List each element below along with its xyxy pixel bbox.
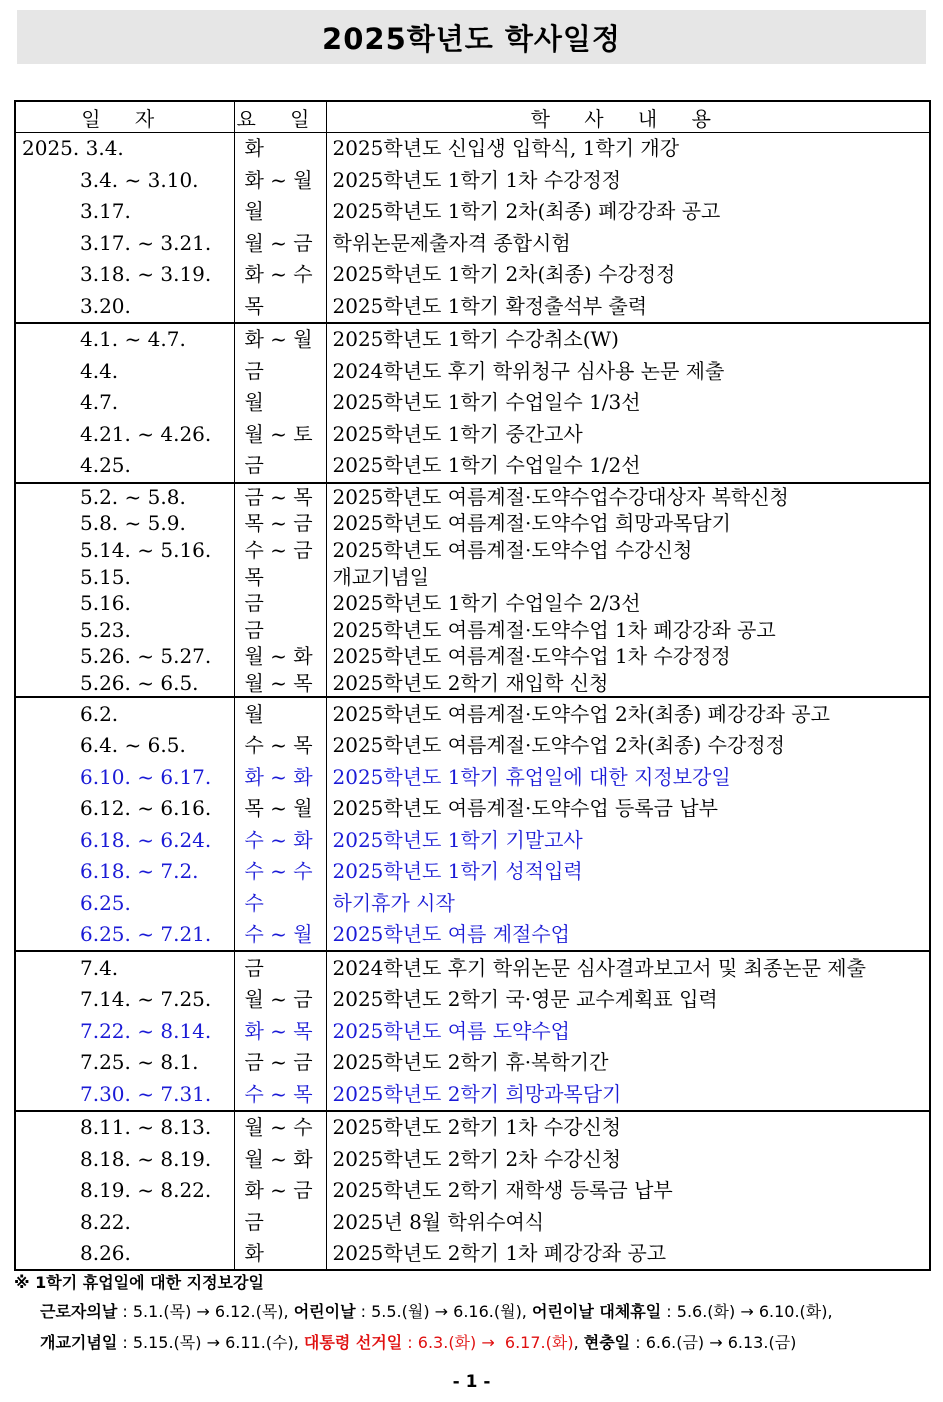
date-cell: 2025. 3.4. xyxy=(15,133,234,165)
schedule-body xyxy=(15,133,930,1271)
header-date: 일 자 xyxy=(15,101,234,133)
event-cell: 2025학년도 1학기 1차 수강정정 xyxy=(332,167,622,192)
day-cell: 월 xyxy=(234,387,326,419)
day-cell: 목 xyxy=(234,563,326,590)
event-cell: 2025학년도 1학기 기말고사 xyxy=(332,827,583,852)
note-segment xyxy=(574,1333,584,1352)
day-cell: 수 ~ 수 xyxy=(234,856,326,888)
day-cell: 수 ~ 목 xyxy=(234,730,326,762)
event-cell: 2025학년도 2학기 재학생 등록금 납부 xyxy=(332,1178,673,1202)
day-cell: 화 ~ 금 xyxy=(234,1175,326,1207)
table-row xyxy=(15,537,930,564)
event-cell: 2025학년도 여름계절·도약수업 1차 폐강강좌 공고 xyxy=(332,617,776,642)
date-cell: 3.17. ~ 3.21. xyxy=(15,228,234,260)
note-segment xyxy=(40,1333,304,1352)
day-cell: 화 ~ 월 xyxy=(234,323,326,356)
date-cell: 7.4. xyxy=(15,951,234,984)
date-cell: 7.14. ~ 7.25. xyxy=(15,984,234,1016)
date-cell: 3.17. xyxy=(15,196,234,228)
date-cell: 7.22. ~ 8.14. xyxy=(15,1015,234,1047)
date-cell: 5.26. ~ 5.27. xyxy=(15,643,234,670)
note-text: : 6.6.(금) → 6.13.(금) xyxy=(630,1333,797,1352)
table-row xyxy=(15,984,930,1016)
table-row xyxy=(15,483,930,511)
date-cell: 7.25. ~ 8.1. xyxy=(15,1047,234,1079)
table-row xyxy=(15,510,930,537)
event-cell: 2025학년도 1학기 수업일수 1/3선 xyxy=(332,390,641,415)
date-cell: 5.14. ~ 5.16. xyxy=(15,537,234,564)
table-row xyxy=(15,165,930,197)
notes-section xyxy=(14,1270,929,1358)
day-cell: 화 ~ 월 xyxy=(234,165,326,197)
date-cell: 5.26. ~ 6.5. xyxy=(15,670,234,698)
table-row xyxy=(15,356,930,388)
event-cell: 2025학년도 2학기 국·영문 교수계획표 입력 xyxy=(332,987,718,1011)
table-row xyxy=(15,323,930,356)
table-row xyxy=(15,1111,930,1144)
date-cell: 8.18. ~ 8.19. xyxy=(15,1143,234,1175)
day-cell: 화 ~ 수 xyxy=(234,259,326,291)
day-cell: 월 ~ 화 xyxy=(234,1143,326,1175)
day-cell: 금 xyxy=(234,590,326,617)
event-cell: 2025학년도 여름계절·도약수업 1차 수강정정 xyxy=(332,644,731,669)
day-cell: 월 ~ 토 xyxy=(234,419,326,451)
note-label: 어린이날 대체휴일 xyxy=(531,1302,662,1321)
note-segment xyxy=(294,1302,532,1321)
day-cell: 금 xyxy=(234,951,326,984)
table-row xyxy=(15,919,930,952)
event-cell: 2025학년도 1학기 2차(최종) 폐강강좌 공고 xyxy=(332,199,721,224)
day-cell: 화 ~ 목 xyxy=(234,1015,326,1047)
day-cell: 금 xyxy=(234,616,326,643)
day-cell: 금 xyxy=(234,1206,326,1238)
day-cell: 목 ~ 금 xyxy=(234,510,326,537)
day-cell: 월 ~ 수 xyxy=(234,1111,326,1144)
day-cell: 월 ~ 화 xyxy=(234,643,326,670)
table-row xyxy=(15,450,930,483)
day-cell: 수 ~ 금 xyxy=(234,537,326,564)
event-cell: 2025학년도 1학기 수강취소(W) xyxy=(326,323,930,356)
header-row xyxy=(15,101,930,133)
event-cell: 2024학년도 후기 학위청구 심사용 논문 제출 xyxy=(332,358,725,383)
date-cell: 5.15. xyxy=(15,563,234,590)
note-label: 대통령 선거일 xyxy=(303,1333,403,1352)
date-cell: 8.26. xyxy=(15,1238,234,1271)
day-cell: 월 ~ 금 xyxy=(234,228,326,260)
day-cell: 월 xyxy=(234,697,326,730)
notes-line-2 xyxy=(14,1327,929,1358)
event-cell: 학위논문제출자격 종합시험 xyxy=(332,230,571,255)
date-cell: 6.25. ~ 7.21. xyxy=(15,919,234,952)
date-cell: 4.21. ~ 4.26. xyxy=(15,419,234,451)
event-cell: 2025학년도 1학기 2차(최종) 수강정정 xyxy=(332,262,676,287)
event-cell: 하기휴가 시작 xyxy=(332,890,455,915)
note-label: 개교기념일 xyxy=(40,1333,118,1352)
table-row xyxy=(15,697,930,730)
date-cell: 6.4. ~ 6.5. xyxy=(15,730,234,762)
day-cell: 수 ~ 월 xyxy=(234,919,326,952)
title-bar xyxy=(17,10,926,64)
event-cell: 2025학년도 여름계절·도약수업수강대상자 복학신청 xyxy=(326,483,930,511)
table-row xyxy=(15,419,930,451)
date-cell: 5.23. xyxy=(15,616,234,643)
day-cell: 월 ~ 금 xyxy=(234,984,326,1016)
table-row xyxy=(15,1078,930,1111)
table-row xyxy=(15,228,930,260)
table-row xyxy=(15,1206,930,1238)
table-row xyxy=(15,563,930,590)
schedule-table xyxy=(14,100,931,1271)
note-label: 현충일 xyxy=(583,1333,631,1352)
table-row xyxy=(15,856,930,888)
event-cell: 2025학년도 여름계절·도약수업 2차(최종) 수강정정 xyxy=(332,733,785,757)
note-segment xyxy=(532,1302,833,1321)
event-cell: 2025학년도 여름 계절수업 xyxy=(332,922,570,946)
event-cell: 2025학년도 여름계절·도약수업 희망과목담기 xyxy=(332,511,731,536)
event-cell: 2024학년도 후기 학위논문 심사결과보고서 및 최종논문 제출 xyxy=(326,951,930,984)
event-cell: 2025학년도 1학기 중간고사 xyxy=(332,421,583,446)
table-row xyxy=(15,616,930,643)
date-cell: 4.7. xyxy=(15,387,234,419)
date-cell: 5.8. ~ 5.9. xyxy=(15,510,234,537)
page-number: - 1 - xyxy=(452,1372,491,1392)
event-cell: 2025학년도 1학기 휴업일에 대한 지정보강일 xyxy=(332,764,731,789)
notes-line-1 xyxy=(14,1296,929,1327)
day-cell: 화 xyxy=(234,133,326,165)
note-segment xyxy=(304,1333,574,1352)
note-text: , xyxy=(573,1333,584,1352)
day-cell: 금 xyxy=(234,356,326,388)
table-row xyxy=(15,1175,930,1207)
day-cell: 금 ~ 금 xyxy=(234,1047,326,1079)
table-row xyxy=(15,387,930,419)
event-cell: 2025학년도 2학기 휴·복학기간 xyxy=(332,1050,609,1074)
header-content: 학 사 내 용 xyxy=(326,101,930,133)
note-label: 어린이날 xyxy=(293,1302,356,1321)
event-cell: 2025학년도 1학기 수업일수 2/3선 xyxy=(332,591,641,616)
day-cell: 월 ~ 목 xyxy=(234,670,326,698)
event-cell: 2025학년도 여름계절·도약수업 등록금 납부 xyxy=(332,796,718,820)
event-cell: 2025학년도 1학기 성적입력 xyxy=(332,859,583,883)
header-day: 요 일 xyxy=(234,101,326,133)
event-cell: 2025학년도 여름 도약수업 xyxy=(332,1018,570,1043)
table-row xyxy=(15,1015,930,1047)
date-cell: 6.10. ~ 6.17. xyxy=(15,761,234,793)
date-cell: 4.25. xyxy=(15,450,234,483)
day-cell: 수 xyxy=(234,887,326,919)
table-row xyxy=(15,590,930,617)
date-cell: 4.4. xyxy=(15,356,234,388)
date-cell: 4.1. ~ 4.7. xyxy=(15,323,234,356)
table-row xyxy=(15,793,930,825)
notes-title: ※ 1학기 휴업일에 대한 지정보강일 xyxy=(14,1273,264,1292)
date-cell: 6.2. xyxy=(15,697,234,730)
date-cell: 3.20. xyxy=(15,291,234,324)
event-cell: 2025학년도 2학기 1차 수강신청 xyxy=(326,1111,930,1144)
table-row xyxy=(15,1047,930,1079)
date-cell: 7.30. ~ 7.31. xyxy=(15,1078,234,1111)
date-cell: 6.18. ~ 7.2. xyxy=(15,856,234,888)
day-cell: 월 xyxy=(234,196,326,228)
day-cell: 수 ~ 목 xyxy=(234,1078,326,1111)
day-cell: 화 ~ 화 xyxy=(234,761,326,793)
note-text: : 5.5.(월) → 6.16.(월), xyxy=(355,1302,532,1321)
date-cell: 8.19. ~ 8.22. xyxy=(15,1175,234,1207)
event-cell: 2025학년도 신입생 입학식, 1학기 개강 xyxy=(332,136,680,161)
table-row xyxy=(15,887,930,919)
date-cell: 8.22. xyxy=(15,1206,234,1238)
date-cell: 3.4. ~ 3.10. xyxy=(15,165,234,197)
table-row xyxy=(15,761,930,793)
note-segment xyxy=(584,1333,797,1352)
day-cell: 목 ~ 월 xyxy=(234,793,326,825)
table-row xyxy=(15,291,930,324)
event-cell: 2025학년도 여름계절·도약수업 2차(최종) 폐강강좌 공고 xyxy=(326,697,930,730)
day-cell: 화 xyxy=(234,1238,326,1271)
page-title: 2025학년도 학사일정 xyxy=(322,21,621,56)
event-cell: 2025학년도 2학기 2차 수강신청 xyxy=(332,1146,622,1171)
day-cell: 수 ~ 화 xyxy=(234,824,326,856)
date-cell: 6.18. ~ 6.24. xyxy=(15,824,234,856)
table-row xyxy=(15,196,930,228)
date-cell: 5.16. xyxy=(15,590,234,617)
table-row xyxy=(15,133,930,165)
event-cell: 2025학년도 2학기 희망과목담기 xyxy=(332,1081,622,1106)
table-row xyxy=(15,643,930,670)
table-row xyxy=(15,259,930,291)
event-cell: 2025학년도 2학기 재입학 신청 xyxy=(332,670,609,695)
date-cell: 3.18. ~ 3.19. xyxy=(15,259,234,291)
date-cell: 6.12. ~ 6.16. xyxy=(15,793,234,825)
day-cell: 금 xyxy=(234,450,326,483)
table-row xyxy=(15,824,930,856)
note-text: : 5.6.(화) → 6.10.(화), xyxy=(661,1302,833,1321)
event-cell: 2025년 8월 학위수여식 xyxy=(332,1209,545,1234)
event-cell: 2025학년도 2학기 1차 폐강강좌 공고 xyxy=(332,1241,667,1265)
note-text: : 5.15.(목) → 6.11.(수), xyxy=(117,1333,304,1352)
date-cell: 6.25. xyxy=(15,887,234,919)
event-cell: 2025학년도 1학기 수업일수 1/2선 xyxy=(332,453,641,478)
event-cell: 개교기념일 xyxy=(332,564,430,589)
note-label: 근로자의날 xyxy=(40,1302,118,1321)
date-cell: 8.11. ~ 8.13. xyxy=(15,1111,234,1144)
note-text: : 6.3.(화) → 6.17.(화) xyxy=(402,1333,574,1352)
day-cell: 목 xyxy=(234,291,326,324)
table-row xyxy=(15,951,930,984)
date-cell: 5.2. ~ 5.8. xyxy=(15,483,234,511)
event-cell: 2025학년도 1학기 확정출석부 출력 xyxy=(332,293,648,318)
table-row xyxy=(15,1238,930,1271)
table-row xyxy=(15,1143,930,1175)
event-cell: 2025학년도 여름계절·도약수업 수강신청 xyxy=(332,537,693,562)
day-cell: 금 ~ 목 xyxy=(234,483,326,511)
table-row xyxy=(15,670,930,698)
note-segment xyxy=(40,1302,294,1321)
note-text: : 5.1.(목) → 6.12.(목), xyxy=(117,1302,294,1321)
table-row xyxy=(15,730,930,762)
